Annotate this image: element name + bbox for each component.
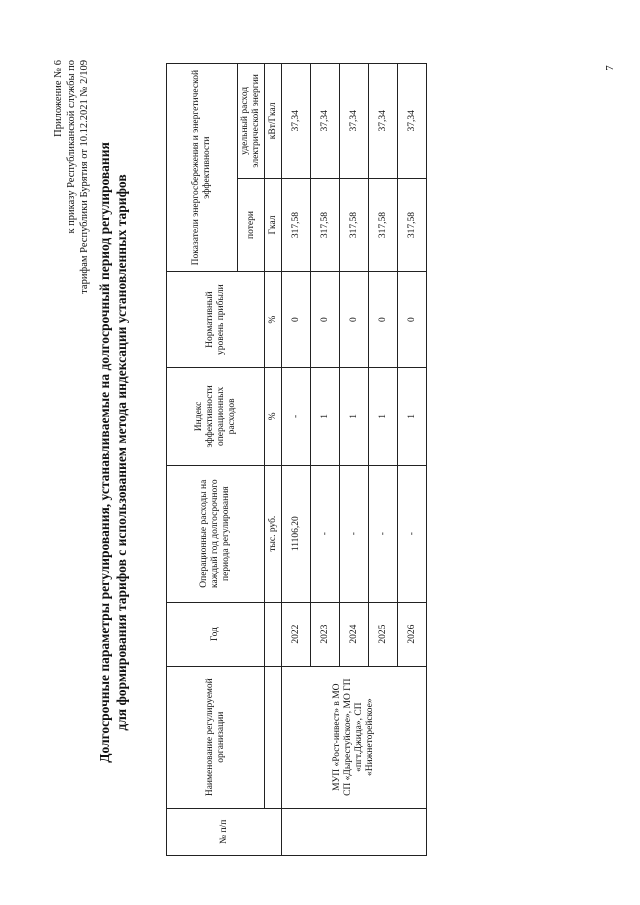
- unit-opex: тыс. руб.: [265, 465, 282, 602]
- opex-cell: -: [311, 465, 340, 602]
- losses-cell: 317,58: [398, 178, 427, 272]
- header-energy-group: Показатели энергосбережения и энергетической эффективности: [167, 64, 238, 272]
- specific-cell: 37,34: [369, 64, 398, 179]
- efficiency-cell: 1: [311, 368, 340, 466]
- efficiency-cell: 1: [398, 368, 427, 466]
- year-cell: 2026: [398, 602, 427, 666]
- specific-cell: 37,34: [282, 64, 311, 179]
- profit-cell: 0: [398, 272, 427, 368]
- losses-cell: 317,58: [369, 178, 398, 272]
- year-cell: 2023: [311, 602, 340, 666]
- losses-cell: 317,58: [282, 178, 311, 272]
- header-losses: потери: [238, 178, 265, 272]
- profit-cell: 0: [369, 272, 398, 368]
- row-index-cell: [282, 808, 427, 855]
- approval-line: Приложение № 6: [53, 60, 64, 137]
- header-opex: Операционные расходы на каждый год долгосрочного периода регулирования: [167, 465, 265, 602]
- specific-cell: 37,34: [398, 64, 427, 179]
- document-title: [96, 60, 130, 845]
- unit-organization: [265, 666, 282, 808]
- approval-line: тарифам Республики Бурятия от 10.12.2021 № 2/109: [79, 60, 90, 294]
- opex-cell: 11106,20: [282, 465, 311, 602]
- title-line-2: для формирования тарифов с использованием метода индексации установленных тарифов: [114, 174, 129, 731]
- page-number: 7: [603, 65, 616, 71]
- unit-profit: %: [265, 272, 282, 368]
- organization-line: МУП «Рост-инвест» в МО: [332, 683, 342, 791]
- header-specific-consumption: удельный расход электрической энергии: [238, 64, 265, 179]
- profit-cell: 0: [311, 272, 340, 368]
- profit-cell: 0: [282, 272, 311, 368]
- unit-efficiency: %: [265, 368, 282, 466]
- year-cell: 2022: [282, 602, 311, 666]
- header-profit-level: Нормативный уровень прибыли: [167, 272, 265, 368]
- year-cell: 2024: [340, 602, 369, 666]
- unit-losses: Гкал: [265, 178, 282, 272]
- specific-cell: 37,34: [311, 64, 340, 179]
- opex-cell: -: [369, 465, 398, 602]
- organization-line: «пгт.Джида», СП: [354, 702, 364, 772]
- table-row: [282, 64, 311, 856]
- year-cell: 2025: [369, 602, 398, 666]
- losses-cell: 317,58: [311, 178, 340, 272]
- profit-cell: 0: [340, 272, 369, 368]
- header-efficiency-index: Индекс эффективности операционных расходов: [167, 368, 265, 466]
- header-index: № п/п: [167, 808, 282, 855]
- opex-cell: -: [398, 465, 427, 602]
- unit-specific: кВт/Гкал: [265, 64, 282, 179]
- specific-cell: 37,34: [340, 64, 369, 179]
- title-line-1: Долгосрочные параметры регулирования, устанавливаемые на долгосрочный период регулирования: [97, 142, 112, 763]
- efficiency-cell: -: [282, 368, 311, 466]
- approval-block: [52, 60, 91, 420]
- parameters-table: [166, 63, 427, 856]
- opex-cell: -: [340, 465, 369, 602]
- header-year: Год: [167, 602, 265, 666]
- unit-year: [265, 602, 282, 666]
- organization-cell: [282, 666, 427, 808]
- approval-line: к приказу Республиканской службы по: [66, 60, 77, 234]
- efficiency-cell: 1: [340, 368, 369, 466]
- losses-cell: 317,58: [340, 178, 369, 272]
- organization-line: «Нижнеторейское»: [365, 698, 375, 776]
- organization-line: СП «Дырестуйское», МО ГП: [343, 678, 353, 796]
- header-organization: Наименование регулируемой организации: [167, 666, 265, 808]
- efficiency-cell: 1: [369, 368, 398, 466]
